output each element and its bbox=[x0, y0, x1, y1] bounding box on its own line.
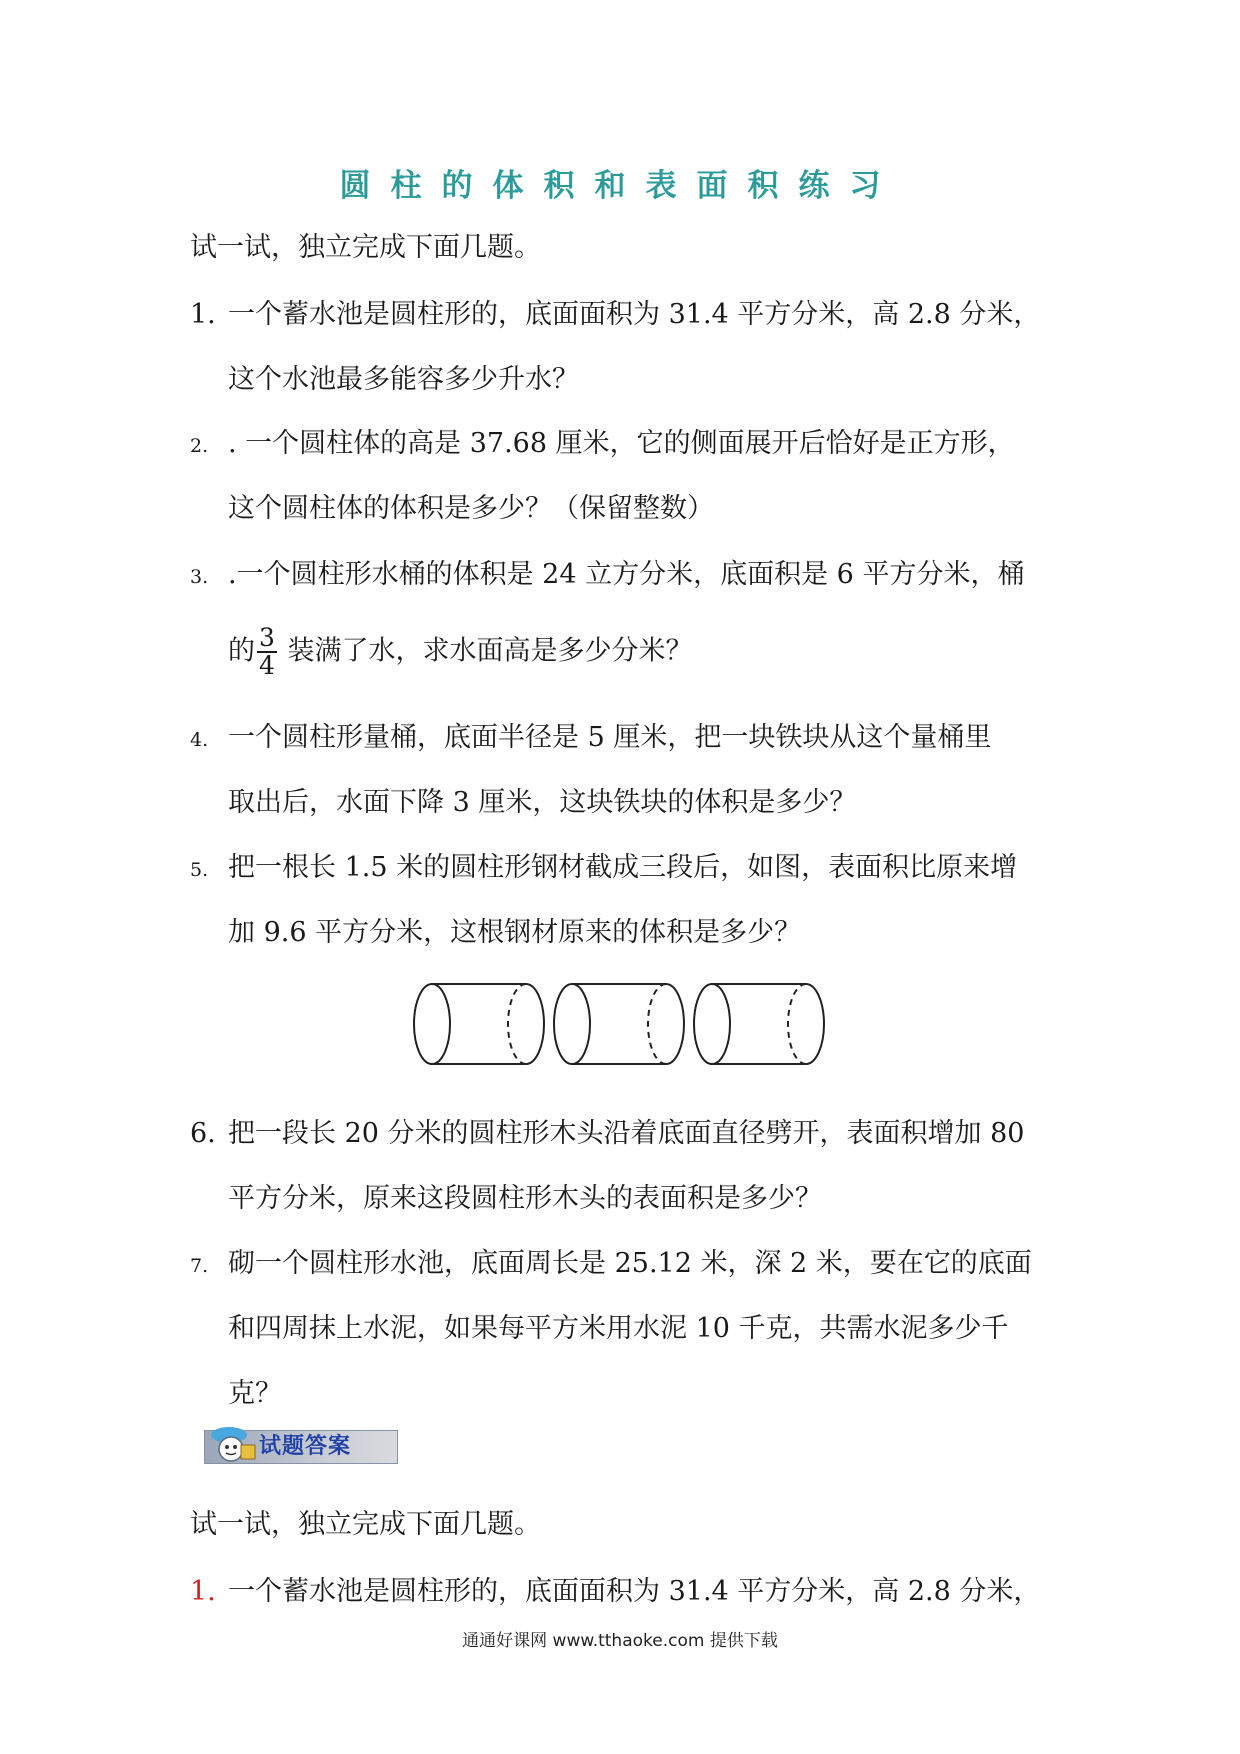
cylinder-2 bbox=[554, 984, 684, 1064]
fraction-numerator: 3 bbox=[259, 623, 275, 652]
three-cylinders-figure bbox=[410, 980, 830, 1070]
answer-section-badge bbox=[204, 1430, 398, 1464]
question-5-line-1: 把一根长 1.5 米的圆柱形钢材截成三段后，如图，表面积比原来增 bbox=[228, 852, 1018, 883]
question-1-line-1: 一个蓄水池是圆柱形的，底面面积为 31.4 平方分米，高 2.8 分米， bbox=[228, 299, 1041, 330]
question-3-line-2 bbox=[228, 625, 693, 679]
answer-intro-text: 试一试，独立完成下面几题。 bbox=[190, 1509, 541, 1540]
question-6-line-2: 平方分米，原来这段圆柱形木头的表面积是多少？ bbox=[228, 1183, 822, 1214]
question-7-line-2: 和四周抹上水泥，如果每平方米用水泥 10 千克，共需水泥多少千 bbox=[228, 1313, 1009, 1344]
question-6-line-1: 把一段长 20 分米的圆柱形木头沿着底面直径劈开，表面积增加 80 bbox=[228, 1118, 1025, 1149]
question-4-line-2: 取出后，水面下降 3 厘米，这块铁块的体积是多少？ bbox=[228, 787, 857, 818]
question-7-line-1: 砌一个圆柱形水池，底面周长是 25.12 米，深 2 米，要在它的底面 bbox=[228, 1248, 1032, 1279]
page-footer: 通通好课网 www.tthaoke.com 提供下载 bbox=[462, 1631, 778, 1651]
question-1-number: 1. bbox=[190, 299, 216, 330]
question-6-number: 6. bbox=[190, 1118, 216, 1149]
mascot-icon bbox=[207, 1425, 257, 1467]
answer-question-1-line-1: 一个蓄水池是圆柱形的，底面面积为 31.4 平方分米，高 2.8 分米， bbox=[228, 1576, 1041, 1607]
question-4-number: 4. bbox=[190, 729, 209, 751]
fraction-denominator: 4 bbox=[259, 651, 275, 680]
answer-badge-label: 试题答案 bbox=[259, 1434, 352, 1459]
cylinder-3 bbox=[694, 984, 824, 1064]
cylinder-1 bbox=[414, 984, 544, 1064]
intro-text: 试一试，独立完成下面几题。 bbox=[190, 232, 541, 263]
question-5-line-2: 加 9.6 平方分米，这根钢材原来的体积是多少？ bbox=[228, 917, 802, 948]
question-7-number: 7. bbox=[190, 1255, 209, 1277]
question-3-number: 3. bbox=[190, 566, 209, 588]
question-5-number: 5. bbox=[190, 859, 209, 881]
question-1-line-2: 这个水池最多能容多少升水？ bbox=[228, 364, 579, 395]
question-2-line-1: . 一个圆柱体的高是 37.68 厘米，它的侧面展开后恰好是正方形， bbox=[228, 428, 1015, 459]
answer-question-1-number: 1. bbox=[190, 1576, 216, 1607]
question-7-line-3: 克？ bbox=[228, 1378, 282, 1409]
question-2-number: 2. bbox=[190, 435, 209, 457]
question-3-line-2-prefix: 的 bbox=[228, 635, 255, 667]
question-2-line-2: 这个圆柱体的体积是多少？（保留整数） bbox=[228, 493, 714, 524]
question-3-line-1: .一个圆柱形水桶的体积是 24 立方分米，底面积是 6 平方分米，桶 bbox=[228, 559, 1025, 590]
page-title: 圆柱的体积和表面积练习 bbox=[339, 168, 901, 204]
question-3-line-2-suffix: 装满了水，求水面高是多少分米？ bbox=[278, 635, 693, 667]
fraction-three-quarters bbox=[257, 625, 277, 679]
question-4-line-1: 一个圆柱形量桶，底面半径是 5 厘米，把一块铁块从这个量桶里 bbox=[228, 722, 992, 753]
